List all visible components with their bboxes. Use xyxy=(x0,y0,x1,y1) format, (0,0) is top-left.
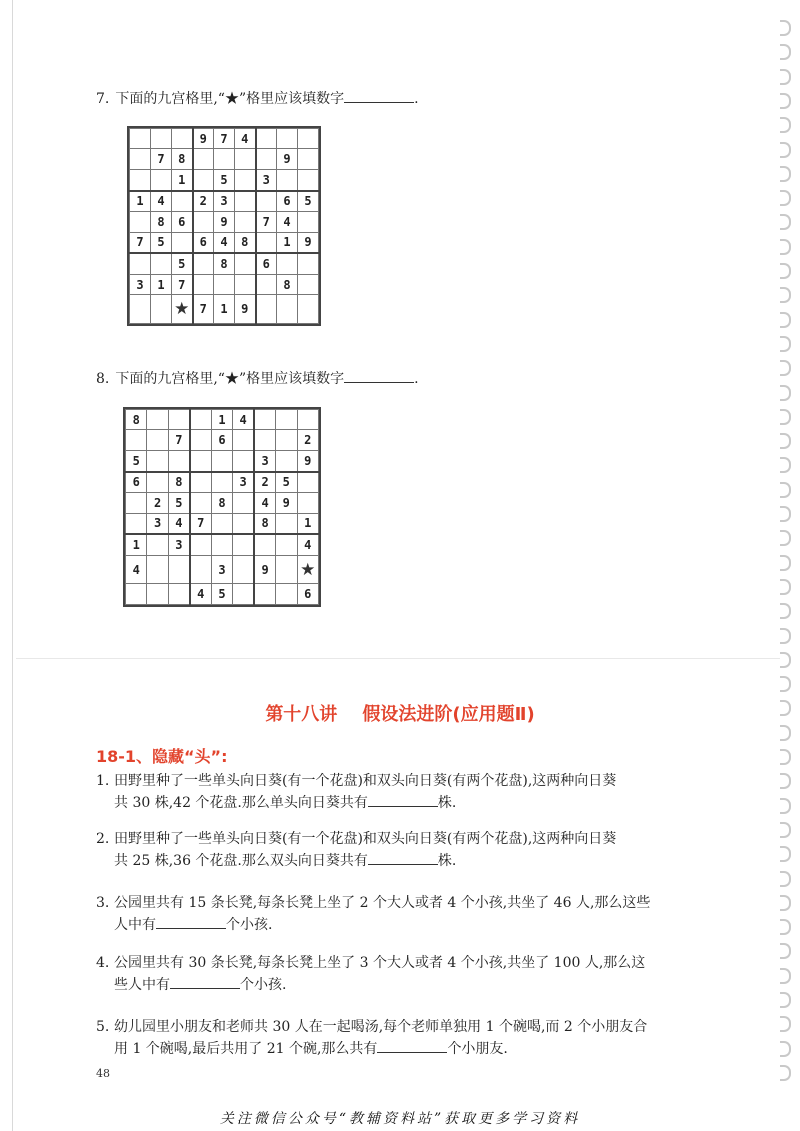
question-7 xyxy=(96,88,419,109)
binder-ring-icon xyxy=(780,1016,791,1032)
sudoku-cell[interactable] xyxy=(193,212,214,232)
problem-line-end: 株. xyxy=(437,853,457,869)
sudoku-cell: 7 xyxy=(130,232,151,253)
sudoku-cell[interactable] xyxy=(190,450,211,471)
sudoku-cell[interactable] xyxy=(147,584,168,605)
sudoku-cell: 4 xyxy=(190,584,211,605)
sudoku-cell: 1 xyxy=(297,513,319,534)
binder-ring-icon xyxy=(780,871,791,887)
sudoku-cell[interactable] xyxy=(235,274,256,294)
sudoku-cell[interactable] xyxy=(172,232,193,253)
binder-ring-icon xyxy=(780,676,791,692)
problem-3 xyxy=(96,892,736,936)
sudoku-cell[interactable] xyxy=(298,149,319,169)
sudoku-cell[interactable] xyxy=(211,472,232,493)
sudoku-cell: 3 xyxy=(211,555,232,584)
sudoku-cell: 8 xyxy=(235,232,256,253)
binder-ring-icon xyxy=(780,239,791,255)
binder-ring-icon xyxy=(780,992,791,1008)
binder-ring-icon xyxy=(780,846,791,862)
sudoku-cell: 2 xyxy=(193,191,214,212)
question-text: 下面的九宫格里,“★”格里应该填数字 xyxy=(115,371,345,387)
sudoku-cell: 5 xyxy=(211,584,232,605)
section-heading: 18-1、隐藏“头”: xyxy=(96,747,228,766)
sudoku-cell[interactable] xyxy=(297,493,319,513)
problem-line: 公园里共有 30 条长凳,每条长凳上坐了 3 个大人或者 4 个小孩,共坐了 100 人,那么这 xyxy=(114,955,646,971)
problem-4 xyxy=(96,952,736,996)
problem-line-end: 个小孩. xyxy=(226,917,273,933)
sudoku-cell[interactable] xyxy=(297,472,319,493)
binder-ring-icon xyxy=(780,968,791,984)
sudoku-cell[interactable] xyxy=(147,430,168,450)
sudoku-cell[interactable] xyxy=(297,410,319,430)
binder-ring-icon xyxy=(780,409,791,425)
answer-blank[interactable] xyxy=(156,914,226,929)
sudoku-cell[interactable] xyxy=(256,191,277,212)
binder-ring-icon xyxy=(780,457,791,473)
question-8 xyxy=(96,368,419,389)
sudoku-cell: 6 xyxy=(193,232,214,253)
sudoku-cell: 7 xyxy=(256,212,277,232)
binder-ring-icon xyxy=(780,385,791,401)
sudoku-cell[interactable] xyxy=(193,274,214,294)
binder-ring-icon xyxy=(780,773,791,789)
sudoku-cell[interactable] xyxy=(168,584,189,605)
sudoku-cell: 8 xyxy=(172,149,193,169)
binder-ring-icon xyxy=(780,725,791,741)
answer-blank[interactable] xyxy=(170,974,240,989)
sudoku-cell[interactable] xyxy=(126,430,147,450)
sudoku-cell[interactable] xyxy=(256,149,277,169)
sudoku-cell: 8 xyxy=(151,212,172,232)
sudoku-cell: 9 xyxy=(214,212,235,232)
sudoku-cell[interactable] xyxy=(254,584,275,605)
problem-number: 3. xyxy=(96,895,110,911)
sudoku-cell[interactable] xyxy=(172,191,193,212)
sudoku-cell: 6 xyxy=(172,212,193,232)
problem-number: 2. xyxy=(96,831,110,847)
star-icon: ★ xyxy=(174,299,190,320)
sudoku-cell: 4 xyxy=(233,410,254,430)
sudoku-cell xyxy=(172,295,193,324)
sudoku-cell: 5 xyxy=(168,493,189,513)
sudoku-cell[interactable] xyxy=(190,472,211,493)
sudoku-cell[interactable] xyxy=(147,472,168,493)
question-number: 8. xyxy=(96,371,110,387)
sudoku-cell: 1 xyxy=(172,169,193,190)
question-text: 下面的九宫格里,“★”格里应该填数字 xyxy=(115,91,345,107)
binder-ring-icon xyxy=(780,1041,791,1057)
sudoku-cell: 8 xyxy=(214,253,235,274)
sudoku-cell[interactable] xyxy=(190,410,211,430)
binder-ring-icon xyxy=(780,603,791,619)
sudoku-cell: 4 xyxy=(126,555,147,584)
sudoku-cell[interactable] xyxy=(168,450,189,471)
problem-1 xyxy=(96,770,736,814)
sudoku-cell: 1 xyxy=(214,295,235,324)
sudoku-cell[interactable] xyxy=(151,169,172,190)
sudoku-cell[interactable] xyxy=(298,295,319,324)
sudoku-cell: 9 xyxy=(297,450,319,471)
sudoku-cell[interactable] xyxy=(233,493,254,513)
sudoku-cell[interactable] xyxy=(235,191,256,212)
page-number: 48 xyxy=(96,1067,110,1080)
sudoku-cell: 5 xyxy=(214,169,235,190)
sudoku-cell: 8 xyxy=(211,493,232,513)
sudoku-cell[interactable] xyxy=(168,555,189,584)
sudoku-cell[interactable] xyxy=(193,149,214,169)
sudoku-cell: 1 xyxy=(126,534,147,555)
sudoku-cell[interactable] xyxy=(235,149,256,169)
binder-ring-icon xyxy=(780,166,791,182)
sudoku-cell[interactable] xyxy=(147,410,168,430)
sudoku-cell[interactable] xyxy=(276,450,297,471)
sudoku-cell[interactable] xyxy=(172,129,193,149)
binder-ring-icon xyxy=(780,433,791,449)
sudoku-cell: 1 xyxy=(130,191,151,212)
sudoku-cell[interactable] xyxy=(233,555,254,584)
star-icon: ★ xyxy=(300,559,316,580)
binder-ring-icon xyxy=(780,628,791,644)
sudoku-cell[interactable] xyxy=(277,295,298,324)
problem-line: 幼儿园里小朋友和老师共 30 人在一起喝汤,每个老师单独用 1 个碗喝,而 2 个小朋友合 xyxy=(114,1019,648,1035)
question-end: . xyxy=(414,371,419,387)
sudoku-cell: 5 xyxy=(151,232,172,253)
sudoku-cell: 2 xyxy=(147,493,168,513)
problem-2 xyxy=(96,828,736,872)
answer-blank[interactable] xyxy=(377,1038,447,1053)
sudoku-cell[interactable] xyxy=(147,534,168,555)
sudoku-cell[interactable] xyxy=(256,274,277,294)
sudoku-cell[interactable] xyxy=(190,555,211,584)
sudoku-cell[interactable] xyxy=(193,169,214,190)
sudoku-cell[interactable] xyxy=(233,534,254,555)
sudoku-grid-8 xyxy=(123,407,321,607)
problem-line: 用 1 个碗喝,最后共用了 21 个碗,那么共有 xyxy=(114,1041,378,1057)
sudoku-cell[interactable] xyxy=(235,212,256,232)
problem-line: 共 30 株,42 个花盘.那么单头向日葵共有 xyxy=(114,795,368,811)
sudoku-cell[interactable] xyxy=(276,430,297,450)
sudoku-cell[interactable] xyxy=(298,274,319,294)
sudoku-cell: 5 xyxy=(126,450,147,471)
binder-ring-icon xyxy=(780,69,791,85)
sudoku-cell[interactable] xyxy=(276,513,297,534)
sudoku-cell[interactable] xyxy=(276,410,297,430)
sudoku-cell: 1 xyxy=(151,274,172,294)
binder-ring-icon xyxy=(780,579,791,595)
sudoku-cell: 3 xyxy=(256,169,277,190)
lecture-title: 第十八讲 假设法进阶(应用题Ⅱ) xyxy=(265,704,535,725)
problem-line: 些人中有 xyxy=(114,977,170,993)
sudoku-cell: 9 xyxy=(254,555,275,584)
sudoku-cell[interactable] xyxy=(298,212,319,232)
sudoku-cell: 6 xyxy=(297,584,319,605)
sudoku-cell: 4 xyxy=(254,493,275,513)
sudoku-cell[interactable] xyxy=(126,513,147,534)
sudoku-cell: 5 xyxy=(172,253,193,274)
problem-line: 公园里共有 15 条长凳,每条长凳上坐了 2 个大人或者 4 个小孩,共坐了 46 人,那么这些 xyxy=(114,895,651,911)
problem-line: 田野里种了一些单头向日葵(有一个花盘)和双头向日葵(有两个花盘),这两种向日葵 xyxy=(114,831,617,847)
problem-5 xyxy=(96,1016,736,1060)
sudoku-cell[interactable] xyxy=(276,534,297,555)
answer-blank[interactable] xyxy=(368,850,438,865)
sudoku-cell[interactable] xyxy=(130,169,151,190)
sudoku-grid-7 xyxy=(127,126,321,326)
binder-ring-icon xyxy=(780,506,791,522)
binder-ring-icon xyxy=(780,287,791,303)
sudoku-cell[interactable] xyxy=(193,253,214,274)
sudoku-cell: 6 xyxy=(211,430,232,450)
problem-line: 田野里种了一些单头向日葵(有一个花盘)和双头向日葵(有两个花盘),这两种向日葵 xyxy=(114,773,617,789)
binder-ring-icon xyxy=(780,943,791,959)
sudoku-cell: 7 xyxy=(214,129,235,149)
problem-line-end: 个小孩. xyxy=(240,977,287,993)
sudoku-cell: 8 xyxy=(277,274,298,294)
sudoku-cell[interactable] xyxy=(211,534,232,555)
sudoku-cell[interactable] xyxy=(276,584,297,605)
sudoku-cell: 3 xyxy=(214,191,235,212)
sudoku-cell: 9 xyxy=(277,149,298,169)
sudoku-cell[interactable] xyxy=(168,410,189,430)
sudoku-cell: 8 xyxy=(126,410,147,430)
sudoku-cell[interactable] xyxy=(256,295,277,324)
question-end: . xyxy=(414,91,419,107)
binder-ring-icon xyxy=(780,482,791,498)
sudoku-cell[interactable] xyxy=(130,129,151,149)
problem-line-end: 个小朋友. xyxy=(447,1041,508,1057)
binder-ring-icon xyxy=(780,652,791,668)
binder-ring-icon xyxy=(780,336,791,352)
sudoku-cell: 4 xyxy=(235,129,256,149)
binder-ring-icon xyxy=(780,360,791,376)
sudoku-cell: 4 xyxy=(297,534,319,555)
sudoku-cell: 7 xyxy=(172,274,193,294)
binder-ring-icon xyxy=(780,555,791,571)
sudoku-cell: 8 xyxy=(254,513,275,534)
sudoku-cell[interactable] xyxy=(190,534,211,555)
sudoku-cell[interactable] xyxy=(235,253,256,274)
sudoku-cell: 8 xyxy=(168,472,189,493)
question-number: 7. xyxy=(96,91,110,107)
sudoku-cell[interactable] xyxy=(151,129,172,149)
sudoku-cell: 7 xyxy=(190,513,211,534)
sudoku-cell[interactable] xyxy=(126,584,147,605)
sudoku-cell: 4 xyxy=(151,191,172,212)
sudoku-cell: 2 xyxy=(254,472,275,493)
binder-ring-icon xyxy=(780,822,791,838)
sudoku-cell[interactable] xyxy=(190,430,211,450)
binder-ring-icon xyxy=(780,895,791,911)
sudoku-cell: 6 xyxy=(126,472,147,493)
binder-ring-icon xyxy=(780,93,791,109)
sudoku-cell[interactable] xyxy=(298,129,319,149)
sudoku-cell[interactable] xyxy=(233,430,254,450)
sudoku-cell[interactable] xyxy=(254,534,275,555)
sudoku-cell[interactable] xyxy=(211,450,232,471)
problem-line: 人中有 xyxy=(114,917,156,933)
sudoku-cell[interactable] xyxy=(298,169,319,190)
binder-ring-icon xyxy=(780,142,791,158)
binder-ring-icon xyxy=(780,263,791,279)
sudoku-cell: 9 xyxy=(276,493,297,513)
problem-number: 1. xyxy=(96,773,110,789)
problem-number: 4. xyxy=(96,955,110,971)
binder-ring-icon xyxy=(780,798,791,814)
sudoku-cell[interactable] xyxy=(277,253,298,274)
sudoku-cell[interactable] xyxy=(151,295,172,324)
sudoku-cell[interactable] xyxy=(277,169,298,190)
sudoku-cell[interactable] xyxy=(276,555,297,584)
sudoku-cell: 2 xyxy=(297,430,319,450)
binder-ring-icon xyxy=(780,312,791,328)
answer-blank[interactable] xyxy=(368,792,438,807)
sudoku-cell[interactable] xyxy=(235,169,256,190)
sudoku-cell[interactable] xyxy=(126,493,147,513)
sudoku-cell: 7 xyxy=(151,149,172,169)
binder-ring-icon xyxy=(780,919,791,935)
sudoku-cell[interactable] xyxy=(147,555,168,584)
problem-number: 5. xyxy=(96,1019,110,1035)
sudoku-cell[interactable] xyxy=(233,450,254,471)
sudoku-cell: 9 xyxy=(298,232,319,253)
sudoku-cell[interactable] xyxy=(130,212,151,232)
sudoku-cell: 5 xyxy=(276,472,297,493)
sudoku-cell[interactable] xyxy=(211,513,232,534)
answer-blank[interactable] xyxy=(344,368,414,383)
sudoku-cell[interactable] xyxy=(298,253,319,274)
sudoku-cell[interactable] xyxy=(233,584,254,605)
answer-blank[interactable] xyxy=(344,88,414,103)
sudoku-cell[interactable] xyxy=(147,450,168,471)
sudoku-cell[interactable] xyxy=(254,430,275,450)
sudoku-cell: 1 xyxy=(277,232,298,253)
binder-ring-icon xyxy=(780,20,791,36)
section-divider xyxy=(16,658,780,659)
sudoku-cell[interactable] xyxy=(130,295,151,324)
sudoku-cell[interactable] xyxy=(214,149,235,169)
binder-ring-icon xyxy=(780,749,791,765)
problem-line-end: 株. xyxy=(437,795,457,811)
binder-ring-icon xyxy=(780,44,791,60)
sudoku-cell: 4 xyxy=(168,513,189,534)
sudoku-cell: 6 xyxy=(256,253,277,274)
sudoku-cell: 1 xyxy=(211,410,232,430)
sudoku-cell: 3 xyxy=(147,513,168,534)
sudoku-cell xyxy=(297,555,319,584)
sudoku-cell[interactable] xyxy=(190,493,211,513)
footer-note: 关注微信公众号“教辅资料站”获取更多学习资料 xyxy=(219,1111,581,1127)
sudoku-cell[interactable] xyxy=(254,410,275,430)
sudoku-cell: 9 xyxy=(235,295,256,324)
sudoku-cell[interactable] xyxy=(233,513,254,534)
sudoku-cell: 4 xyxy=(277,212,298,232)
sudoku-cell[interactable] xyxy=(130,253,151,274)
binder-ring-icon xyxy=(780,190,791,206)
problem-line: 共 25 株,36 个花盘.那么双头向日葵共有 xyxy=(114,853,368,869)
sudoku-cell: 5 xyxy=(298,191,319,212)
sudoku-cell: 6 xyxy=(277,191,298,212)
page-edge-line xyxy=(12,0,13,1131)
sudoku-cell[interactable] xyxy=(256,232,277,253)
sudoku-cell[interactable] xyxy=(151,253,172,274)
sudoku-cell: 7 xyxy=(193,295,214,324)
sudoku-cell: 4 xyxy=(214,232,235,253)
sudoku-cell: 3 xyxy=(233,472,254,493)
binder-ring-icon xyxy=(780,1065,791,1081)
binder-ring-icon xyxy=(780,214,791,230)
binder-ring-icon xyxy=(780,117,791,133)
sudoku-cell[interactable] xyxy=(256,129,277,149)
sudoku-cell[interactable] xyxy=(130,149,151,169)
sudoku-cell: 3 xyxy=(130,274,151,294)
sudoku-cell: 7 xyxy=(168,430,189,450)
sudoku-cell[interactable] xyxy=(277,129,298,149)
sudoku-cell: 3 xyxy=(254,450,275,471)
sudoku-cell[interactable] xyxy=(214,274,235,294)
binder-ring-icon xyxy=(780,530,791,546)
sudoku-cell: 3 xyxy=(168,534,189,555)
sudoku-cell: 9 xyxy=(193,129,214,149)
